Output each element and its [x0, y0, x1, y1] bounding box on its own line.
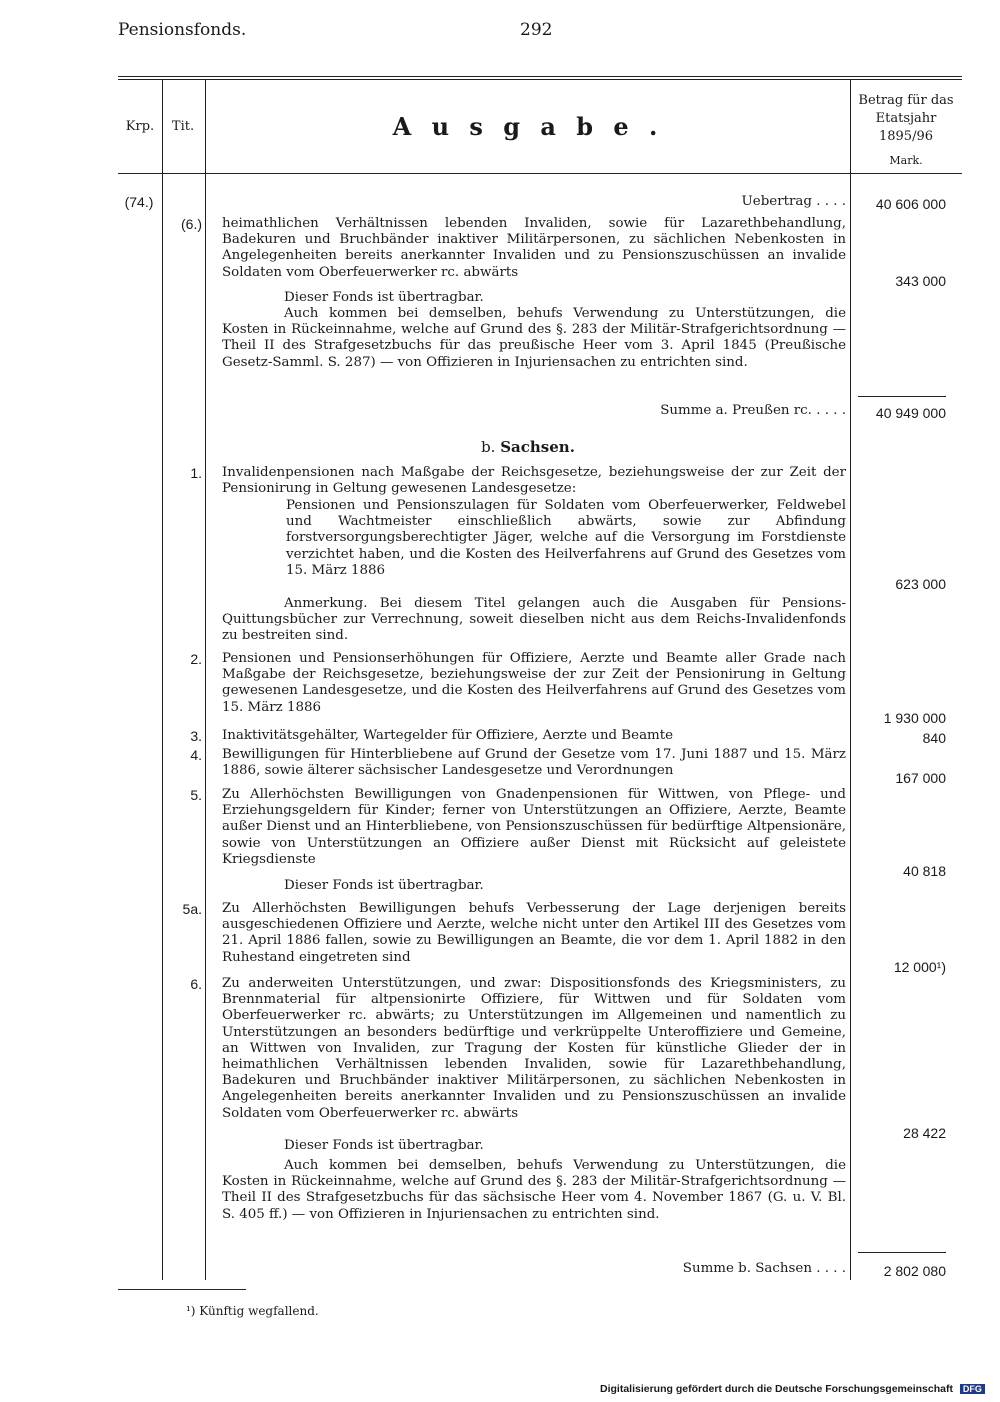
header-bottom-rule — [118, 173, 962, 174]
item-note: Dieser Fonds ist übertragbar. — [284, 878, 484, 893]
col-divider-tit — [205, 80, 206, 1280]
item-text: Invalidenpensionen nach Maßgabe der Reichsgesetze, beziehungsweise der zur Zeit der Pensionirung in Geltung gewesenen Landesgesetze: — [222, 465, 846, 497]
section-title: A u s g a b e . — [392, 112, 664, 141]
top-rule — [118, 76, 962, 77]
item-text: Inaktivitätsgehälter, Wartegelder für Offiziere, Aerzte und Beamte — [222, 728, 674, 743]
title-number: 6. — [190, 976, 202, 992]
digitization-credit — [600, 1383, 985, 1395]
section-b-title: Sachsen. — [500, 438, 575, 456]
carry-over-label: Uebertrag . . . . — [741, 194, 846, 209]
page-number: 292 — [520, 20, 553, 40]
item-text: Zu Allerhöchsten Bewilligungen behufs Verbesserung der Lage derjenigen bereits ausgeschiedenen Offiziere und Aerzte, welche nicht unter den Artikel III des Gesetzes vom 21. April 1886 fallen, sowie zu Bewilligungen an Beamte, die vor dem 1. April 1882 in den Ruhestand eingetreten sind — [222, 901, 846, 965]
sum-b-amount: 2 802 080 — [883, 1263, 946, 1279]
item-amount: 167 000 — [895, 770, 946, 786]
title-number: 5a. — [182, 901, 202, 917]
item-note: Anmerkung. Bei diesem Titel gelangen auch die Ausgaben für Pensions-Quittungsbücher zur Verrechnung, soweit dieselben nicht aus dem Reichs-Invalidenfonds zu bestreiten sind. — [222, 596, 846, 644]
carry-over-amount: 40 606 000 — [875, 196, 946, 212]
krp-number: (74.) — [124, 194, 154, 210]
sum-rule — [858, 396, 946, 397]
running-head: Pensionsfonds. — [118, 20, 247, 40]
item-amount: 623 000 — [895, 576, 946, 592]
title-number: 2. — [190, 651, 202, 667]
header-unit: Mark. — [889, 154, 923, 167]
title-number: (6.) — [181, 216, 202, 232]
col-divider-amount — [850, 80, 851, 1280]
item-amount: 343 000 — [895, 273, 946, 289]
item-text: Pensionen und Pensionserhöhungen für Offiziere, Aerzte und Beamte aller Grade nach Maßgabe der Reichsgesetze, beziehungsweise der zur Zeit der Pensionirung in Geltung gewesenen Landesgesetze, und die Kosten des Heilverfahrens auf Grund des Gesetzes vom 15. März 1886 — [222, 651, 846, 715]
title-number: 1. — [190, 465, 202, 481]
header-krp: Krp. — [125, 119, 155, 134]
section-b-heading — [206, 438, 850, 456]
top-rule-2 — [118, 79, 962, 80]
sum-a-label: Summe a. Preußen rc. . . . . — [660, 403, 846, 418]
sum-a-amount: 40 949 000 — [875, 405, 946, 421]
header-amount: Betrag für das Etatsjahr 1895/96 — [858, 93, 954, 144]
title-number: 5. — [190, 787, 202, 803]
item-amount: 28 422 — [903, 1125, 946, 1141]
item-amount: 12 000¹) — [893, 959, 946, 975]
item-amount: 840 — [922, 730, 946, 746]
footnote-rule — [118, 1289, 246, 1290]
title-number: 4. — [190, 747, 202, 763]
sum-b-label: Summe b. Sachsen . . . . — [682, 1261, 846, 1276]
item-text: Zu anderweiten Unterstützungen, und zwar: Dispositionsfonds des Kriegsministers, zu Brennmaterial für altpensionirte Offiziere, für Wittwen und für Soldaten vom Oberfeuerwerker rc. abwärts; zu Unterstützungen im Allgemeinen und namentlich zu Unterstützungen an besonders bedürftige und verkrüppelte Unteroffiziere und Gemeine, an Wittwen von Invaliden, zur Tragung der Kosten für künstliche Glieder der in heimathlichen Verhältnissen lebenden Invaliden, sowie für Lazarethbehandlung, Badekuren und Bruchbänder inaktiver Militärpersonen, zu sächlichen Nebenkosten in Angelegenheiten bereits anerkannter Invaliden und zu Pensionszuschüssen an invalide Soldaten vom Oberfeuerwerker rc. abwärts — [222, 976, 846, 1121]
item-subtext: Pensionen und Pensionszulagen für Soldaten vom Oberfeuerwerker, Feldwebel und Wachtmeister einschließlich abwärts, sowie zur Abfindung forstversorgungsberechtigter Jäger, welche auf die Versorgung im Forstdienste verzichtet haben, und die Kosten des Heilverfahrens auf Grund des Gesetzes vom 15. März 1886 — [286, 498, 846, 578]
item-note: Dieser Fonds ist übertragbar. — [284, 1138, 484, 1153]
sum-rule — [858, 1252, 946, 1253]
item-amount: 1 930 000 — [883, 710, 946, 726]
title-number: 3. — [190, 728, 202, 744]
section-b-prefix: b. — [481, 438, 496, 456]
item-note: Dieser Fonds ist übertragbar. — [284, 290, 484, 305]
item-amount: 40 818 — [903, 863, 946, 879]
item-text: heimathlichen Verhältnissen lebenden Invaliden, sowie für Lazarethbehandlung, Badekuren und Bruchbänder inaktiver Militärpersonen, zu sächlichen Nebenkosten in Angelegenheiten bereits anerkannter Invaliden und zu Pensionszuschüssen an invalide Soldaten vom Oberfeuerwerker rc. abwärts — [222, 216, 846, 280]
item-note: Auch kommen bei demselben, behufs Verwendung zu Unterstützungen, die Kosten in Rückeinnahme, welche auf Grund des §. 283 der Militär-Strafgerichtsordnung — Theil II des Strafgesetzbuchs für das preußische Heer vom 3. April 1845 (Preußische Gesetz-Samml. S. 287) — von Offizieren in Injuriensachen zu entrichten sind. — [222, 306, 846, 370]
col-divider-krp — [162, 80, 163, 1280]
item-note: Auch kommen bei demselben, behufs Verwendung zu Unterstützungen, die Kosten in Rückeinnahme, welche auf Grund des §. 283 der Militär-Strafgerichtsordnung — Theil II des Strafgesetzbuchs für das sächsische Heer vom 4. November 1867 (G. u. V. Bl. S. 405 ff.) — von Offizieren in Injuriensachen zu entrichten sind. — [222, 1158, 846, 1222]
footnote: ¹) Künftig wegfallend. — [186, 1304, 319, 1318]
header-tit: Tit. — [171, 119, 195, 134]
digitization-text: Digitalisierung gefördert durch die Deutsche Forschungsgemeinschaft — [600, 1383, 953, 1395]
item-text: Bewilligungen für Hinterbliebene auf Grund der Gesetze vom 17. Juni 1887 und 15. März 1886, sowie älterer sächsischer Landesgesetze und Verordnungen — [222, 747, 846, 779]
dfg-logo: DFG — [960, 1384, 985, 1394]
item-text: Zu Allerhöchsten Bewilligungen von Gnadenpensionen für Wittwen, von Pflege- und Erziehungsgeldern für Kinder; ferner von Unterstützungen an Offiziere, Aerzte, Beamte außer Dienst und an Hinterbliebene, von Pensionszuschüssen für bedürftige Altpensionäre, sowie von Unterstützungen an Offiziere außer Dienst mit Rücksicht auf geleistete Kriegsdienste — [222, 787, 846, 867]
